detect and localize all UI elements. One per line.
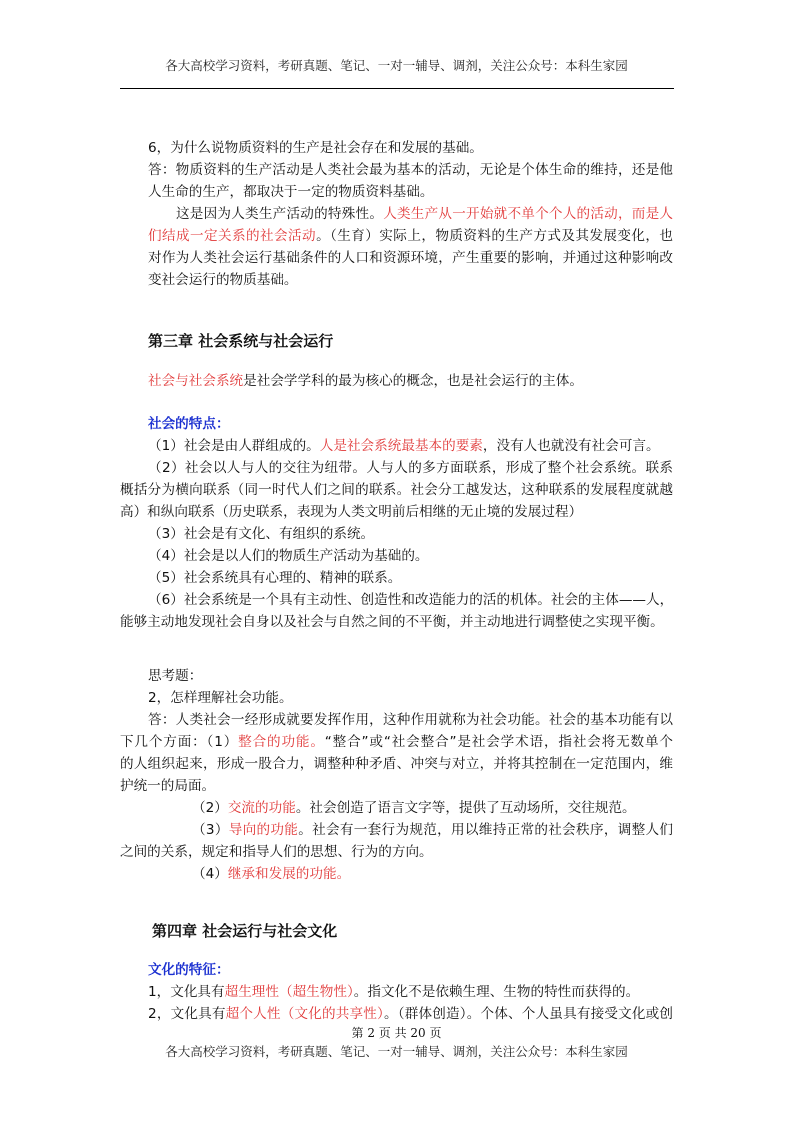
culture-feature-1 [148, 981, 673, 1003]
text-segment: 概括分为横向联系（同一时代人们之间的联系。社会分工越发达，这种联系的发展程度就越 [120, 482, 673, 498]
text-line [120, 731, 673, 753]
feature-item [120, 523, 673, 545]
text-segment: 护统一的局面。 [120, 778, 216, 794]
text-line [120, 545, 673, 567]
text-segment: （4） [192, 866, 228, 882]
text-segment: 答：物质资料的生产活动是人类社会最为基本的活动，无论是个体生命的维持，还是他 [148, 162, 673, 178]
text-segment: 这是因为 [176, 206, 232, 222]
text-segment: “整合”或“社会整合”是社会学术语，指社会将无数单个 [324, 734, 674, 750]
text-line [148, 687, 673, 709]
text-segment: （4）社会是以人们的物质生产活动为基础的。 [148, 548, 429, 564]
function-guidance [120, 819, 673, 863]
society-features-list [120, 435, 673, 633]
text-segment: 2，文化具有 [148, 1006, 226, 1022]
text-line [148, 981, 673, 1003]
text-segment: （3）社会是有文化、有组织的系统。 [148, 526, 375, 542]
text-segment: 人生命的生产，都取决于一定的物质资料基础。 [148, 184, 434, 200]
text-segment: 能够主动地发现社会自身以及社会与自然之间的不平衡，并主动地进行调整使之实现平衡。 [120, 614, 664, 630]
text-segment: （1）社会是由人群组成的。 [148, 438, 320, 454]
text-segment: 高）和纵向联系（历史联系，表现为人类文明前后相继的无止境的发展过程） [120, 504, 583, 520]
highlighted-text: 整合的功能。 [238, 734, 325, 750]
text-segment: 。 [369, 206, 384, 222]
highlighted-text: 超生理性（超生物性） [224, 984, 354, 1000]
think-label [148, 665, 673, 687]
text-segment: 对作为人类社会运行基础条件的人口和资源环境，产生重要的影响，并通过这种影响改 [148, 250, 673, 266]
text-line [148, 269, 673, 291]
text-line [120, 501, 673, 523]
text-line [148, 665, 673, 687]
text-line [148, 247, 673, 269]
highlighted-text: 社会与社会系统 [148, 373, 244, 389]
text-segment: 。（生育）实际上，物质资料的生产方式及其发展变化，也 [316, 228, 674, 244]
text-segment: 1，文化具有 [148, 984, 225, 1000]
highlighted-text: 交流的功能 [227, 800, 296, 816]
text-line [120, 435, 673, 457]
text-segment: 2，怎样理解社会功能。 [148, 690, 293, 706]
text-line [120, 457, 673, 479]
society-features-heading: 社会的特点： [148, 416, 230, 432]
feature-item [120, 545, 673, 567]
page-number: 第 2 页 共 20 页 [351, 1026, 442, 1040]
text-line [148, 159, 673, 181]
text-line [120, 841, 673, 863]
feature-item [120, 435, 673, 457]
highlighted-text: 人是社会系统最基本的要素 [319, 438, 483, 454]
text-line [120, 589, 673, 611]
text-segment: 是社会学学科的最为核心的概念，也是社会运行的主体。 [243, 373, 583, 389]
text-line [148, 137, 673, 159]
text-segment: 的人组织起来，形成一股合力，调整种种矛盾、冲突与对立，并将其控制在一定范围内，维 [120, 756, 673, 772]
question-6-title [148, 137, 673, 159]
text-segment: （6）社会系统是一个具有主动性、创造性和改造能力的活的机体。社会的主体——人， [148, 592, 674, 608]
feature-item [120, 457, 673, 523]
text-segment: 。（群体创造）。个体、个人虽具有接受文化或创 [384, 1006, 674, 1022]
highlighted-text: 继承和发展的功能。 [227, 866, 351, 882]
text-segment: 。指文化不是依赖生理、生物的特性而获得的。 [353, 984, 640, 1000]
text-line [148, 370, 673, 392]
feature-item [120, 589, 673, 633]
question-2-answer [120, 709, 673, 797]
highlighted-text: 人类生产从一开始就不单个个人的活动，而是人 [383, 206, 674, 222]
culture-features-heading: 文化的特征： [148, 962, 230, 978]
text-line [120, 709, 673, 731]
text-line [148, 203, 673, 225]
function-inheritance [120, 863, 673, 885]
text-line [120, 567, 673, 589]
page-header: 各大高校学习资料，考研真题、笔记、一对一辅导、调剂，关注公众号：本科生家园 [165, 58, 628, 73]
text-segment: （3） [192, 822, 229, 838]
text-segment: 。社会创造了语言文字等，提供了互动场所，交往规范。 [295, 800, 636, 816]
highlighted-text: 们结成一定关系的社会活动 [148, 228, 317, 244]
question-6-answer [148, 159, 673, 203]
text-segment: （2） [192, 800, 228, 816]
text-segment: 6，为什么说物质资料的生产是社会存在和发展的基础。 [148, 140, 483, 156]
text-line [120, 863, 673, 885]
text-segment: 人类生产活动的特殊性 [231, 206, 370, 222]
text-line [120, 797, 673, 819]
text-line [148, 1003, 673, 1025]
chapter-4-title: 第四章 社会运行与社会文化 [152, 922, 338, 940]
text-line [148, 181, 673, 203]
text-segment: 答：人类社会一经形成就要发挥作用，这种作用就称为社会功能。社会的基本功能有以 [148, 712, 673, 728]
function-communication [120, 797, 673, 819]
text-line [120, 775, 673, 797]
question-6-answer-explanation [148, 203, 673, 291]
highlighted-text: 超个人性（文化的共享性） [225, 1006, 384, 1022]
feature-item [120, 567, 673, 589]
text-line [120, 523, 673, 545]
text-line [120, 819, 673, 841]
text-segment: ，没有人也就没有社会可言。 [482, 438, 660, 454]
text-segment: 。社会有一套行为规范，用以维持正常的社会秩序，调整人们 [298, 822, 673, 838]
chapter-3-title: 第三章 社会系统与社会运行 [148, 332, 334, 350]
text-line [120, 611, 673, 633]
text-segment: 思考题： [148, 668, 203, 684]
chapter-3-intro [148, 370, 673, 392]
culture-feature-2 [148, 1003, 673, 1025]
text-segment: 下几个方面：（1） [120, 734, 239, 750]
question-2-title [148, 687, 673, 709]
header-divider [120, 88, 674, 89]
text-segment: （2）社会以人与人的交往为纽带。人与人的多方面联系，形成了整个社会系统。联系 [148, 460, 673, 476]
text-segment: （5）社会系统具有心理的、精神的联系。 [148, 570, 402, 586]
text-line [120, 753, 673, 775]
highlighted-text: 导向的功能 [228, 822, 299, 838]
text-line [120, 479, 673, 501]
text-line [148, 225, 673, 247]
text-segment: 变社会运行的物质基础。 [148, 272, 298, 288]
text-segment: 之间的关系，规定和指导人们的思想、行为的方向。 [120, 844, 433, 860]
page-footer: 各大高校学习资料，考研真题、笔记、一对一辅导、调剂，关注公众号：本科生家园 [165, 1044, 628, 1059]
